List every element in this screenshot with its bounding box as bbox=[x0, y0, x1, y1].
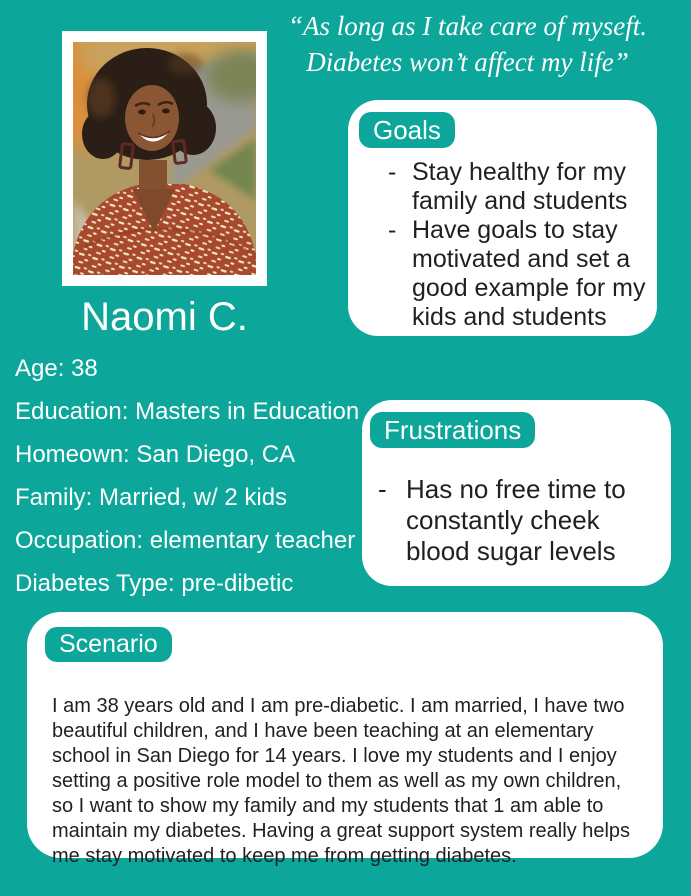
demographic-diabetes-type: Diabetes Type: pre-dibetic bbox=[15, 570, 294, 597]
goal-item-text: Have goals to stay motivated and set a good example for my kids and students bbox=[412, 216, 646, 331]
scenario-card bbox=[27, 612, 663, 867]
list-item bbox=[378, 474, 662, 567]
portrait-photo bbox=[73, 42, 256, 275]
quote bbox=[265, 8, 670, 80]
list-item bbox=[388, 216, 654, 332]
goals-badge: Goals bbox=[359, 112, 455, 148]
bullet-dash: - bbox=[388, 216, 397, 244]
demographic-occupation: Occupation: elementary teacher bbox=[15, 527, 356, 554]
demographic-education: Education: Masters in Education bbox=[15, 398, 360, 425]
frustrations-list bbox=[378, 474, 662, 567]
frustrations-badge: Frustrations bbox=[370, 412, 535, 448]
goals-list bbox=[388, 158, 654, 332]
quote-line-1: “As long as I take care of myseft. bbox=[288, 11, 647, 41]
demographic-hometown: Homeown: San Diego, CA bbox=[15, 441, 296, 468]
bullet-dash: - bbox=[388, 158, 397, 186]
demographic-age: Age: 38 bbox=[15, 355, 98, 382]
photo-frame bbox=[62, 31, 267, 286]
demographics-list bbox=[15, 347, 359, 605]
goal-item-text: Stay healthy for my family and students bbox=[412, 158, 628, 215]
list-item bbox=[388, 158, 654, 216]
scenario-badge: Scenario bbox=[45, 627, 172, 662]
frustration-item-text: Has no free time to constantly cheek blood sugar levels bbox=[406, 474, 626, 566]
scenario-text: I am 38 years old and I am pre-diabetic. I am married, I have two beautiful children, and I have been teaching at an elementary school in San Diego for 14 years. I love my students and I enjoy setting a positive role model to them as well as my own children, so I want to show my family and my students that 1 am able to maintain my diabetes. Having a great support system really helps me stay motivated to keep me from getting diabetes. bbox=[52, 695, 631, 867]
goals-card bbox=[348, 100, 657, 336]
bullet-dash: - bbox=[378, 474, 387, 504]
quote-line-2: Diabetes won’t affect my life” bbox=[306, 47, 629, 77]
persona-name: Naomi C. bbox=[81, 295, 248, 339]
demographic-family: Family: Married, w/ 2 kids bbox=[15, 484, 288, 511]
frustrations-card bbox=[362, 400, 671, 586]
